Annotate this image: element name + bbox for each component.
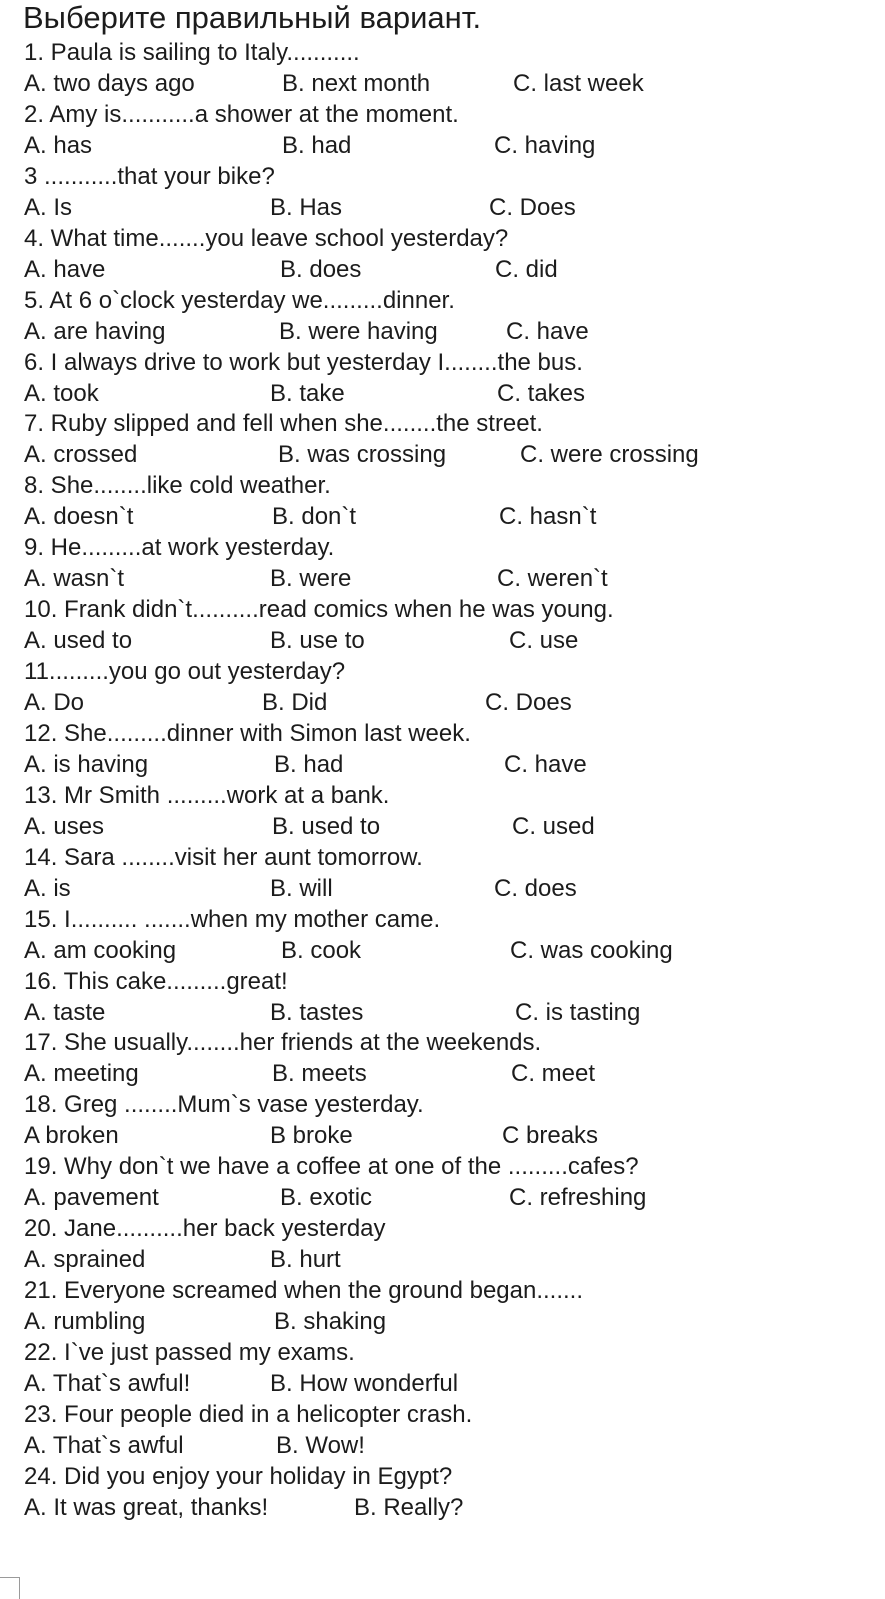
option-5-a: A. are having <box>24 318 166 345</box>
question-19: 19. Why don`t we have a coffee at one of the .........cafes? <box>24 1153 639 1180</box>
option-3-b: B. Has <box>270 194 343 221</box>
option-24-b: B. Really? <box>354 1494 464 1521</box>
question-21: 21. Everyone screamed when the ground began....... <box>24 1277 584 1304</box>
option-14-c: C. does <box>494 875 577 902</box>
question-24: 24. Did you enjoy your holiday in Egypt? <box>24 1463 453 1490</box>
question-5: 5. At 6 o`clock yesterday we.........dinner. <box>24 287 455 314</box>
option-14-b: B. will <box>270 875 333 902</box>
option-9-b: B. were <box>270 565 352 592</box>
option-10-b: B. use to <box>270 627 365 654</box>
option-18-c: C breaks <box>502 1122 599 1149</box>
question-8: 8. She........like cold weather. <box>24 472 331 499</box>
question-14: 14. Sara ........visit her aunt tomorrow. <box>24 844 423 871</box>
option-8-c: C. hasn`t <box>499 503 597 530</box>
option-2-a: A. has <box>24 132 93 159</box>
option-3-c: C. Does <box>489 194 576 221</box>
option-1-b: B. next month <box>282 70 431 97</box>
option-6-a: A. took <box>24 380 99 407</box>
option-16-c: C. is tasting <box>515 999 641 1026</box>
option-17-c: C. meet <box>511 1060 596 1087</box>
option-21-b: B. shaking <box>274 1308 387 1335</box>
option-4-b: B. does <box>280 256 362 283</box>
question-18: 18. Greg ........Mum`s vase yesterday. <box>24 1091 424 1118</box>
option-23-a: A. That`s awful <box>24 1432 184 1459</box>
option-11-a: A. Do <box>24 689 85 716</box>
question-15: 15. I.......... .......when my mother came. <box>24 906 441 933</box>
option-19-b: B. exotic <box>280 1184 373 1211</box>
option-16-b: B. tastes <box>270 999 364 1026</box>
option-9-a: A. wasn`t <box>24 565 125 592</box>
option-23-b: B. Wow! <box>276 1432 365 1459</box>
option-6-b: B. take <box>270 380 345 407</box>
option-19-c: C. refreshing <box>509 1184 647 1211</box>
option-10-a: A. used to <box>24 627 133 654</box>
option-7-b: B. was crossing <box>278 441 447 468</box>
option-14-a: A. is <box>24 875 71 902</box>
option-16-a: A. taste <box>24 999 106 1026</box>
option-12-c: C. have <box>504 751 587 778</box>
option-2-b: B. had <box>282 132 352 159</box>
option-10-c: C. use <box>509 627 579 654</box>
option-2-c: C. having <box>494 132 596 159</box>
question-23: 23. Four people died in a helicopter crash. <box>24 1401 473 1428</box>
option-9-c: C. weren`t <box>497 565 608 592</box>
option-12-b: B. had <box>274 751 344 778</box>
option-5-b: B. were having <box>279 318 438 345</box>
option-22-b: B. How wonderful <box>270 1370 459 1397</box>
option-8-b: B. don`t <box>272 503 357 530</box>
question-13: 13. Mr Smith .........work at a bank. <box>24 782 390 809</box>
option-15-b: B. cook <box>281 937 362 964</box>
option-6-c: C. takes <box>497 380 586 407</box>
option-5-c: C. have <box>506 318 589 345</box>
option-7-c: C. were crossing <box>520 441 699 468</box>
option-20-a: A. sprained <box>24 1246 146 1273</box>
option-13-c: C. used <box>512 813 595 840</box>
option-22-a: A. That`s awful! <box>24 1370 191 1397</box>
option-4-a: A. have <box>24 256 106 283</box>
option-13-b: B. used to <box>272 813 381 840</box>
option-17-a: A. meeting <box>24 1060 139 1087</box>
question-17: 17. She usually........her friends at the weekends. <box>24 1029 542 1056</box>
option-12-a: A. is having <box>24 751 149 778</box>
question-9: 9. He.........at work yesterday. <box>24 534 335 561</box>
question-20: 20. Jane..........her back yesterday <box>24 1215 386 1242</box>
option-15-a: A. am cooking <box>24 937 177 964</box>
option-3-a: A. Is <box>24 194 73 221</box>
page-corner-frame <box>0 1577 20 1599</box>
question-7: 7. Ruby slipped and fell when she........the street. <box>24 410 543 437</box>
option-11-c: C. Does <box>485 689 572 716</box>
page-title: Выберите правильный вариант. <box>23 0 482 35</box>
option-17-b: B. meets <box>272 1060 367 1087</box>
question-16: 16. This cake.........great! <box>24 968 288 995</box>
option-19-a: A. pavement <box>24 1184 159 1211</box>
option-18-a: A broken <box>24 1122 119 1149</box>
option-1-c: C. last week <box>513 70 644 97</box>
question-22: 22. I`ve just passed my exams. <box>24 1339 355 1366</box>
option-15-c: C. was cooking <box>510 937 673 964</box>
option-18-b: B broke <box>270 1122 353 1149</box>
option-11-b: B. Did <box>262 689 328 716</box>
question-11: 11.........you go out yesterday? <box>24 658 346 685</box>
question-3: 3 ...........that your bike? <box>24 163 275 190</box>
question-2: 2. Amy is...........a shower at the moment. <box>24 101 459 128</box>
option-13-a: A. uses <box>24 813 105 840</box>
option-21-a: A. rumbling <box>24 1308 146 1335</box>
option-8-a: A. doesn`t <box>24 503 134 530</box>
question-6: 6. I always drive to work but yesterday I........the bus. <box>24 349 583 376</box>
question-4: 4. What time.......you leave school yesterday? <box>24 225 509 252</box>
question-10: 10. Frank didn`t..........read comics when he was young. <box>24 596 614 623</box>
option-7-a: A. crossed <box>24 441 138 468</box>
option-1-a: A. two days ago <box>24 70 195 97</box>
option-24-a: A. It was great, thanks! <box>24 1494 269 1521</box>
option-4-c: C. did <box>495 256 558 283</box>
question-1: 1. Paula is sailing to Italy........... <box>24 39 360 66</box>
option-20-b: B. hurt <box>270 1246 341 1273</box>
question-12: 12. She.........dinner with Simon last week. <box>24 720 471 747</box>
